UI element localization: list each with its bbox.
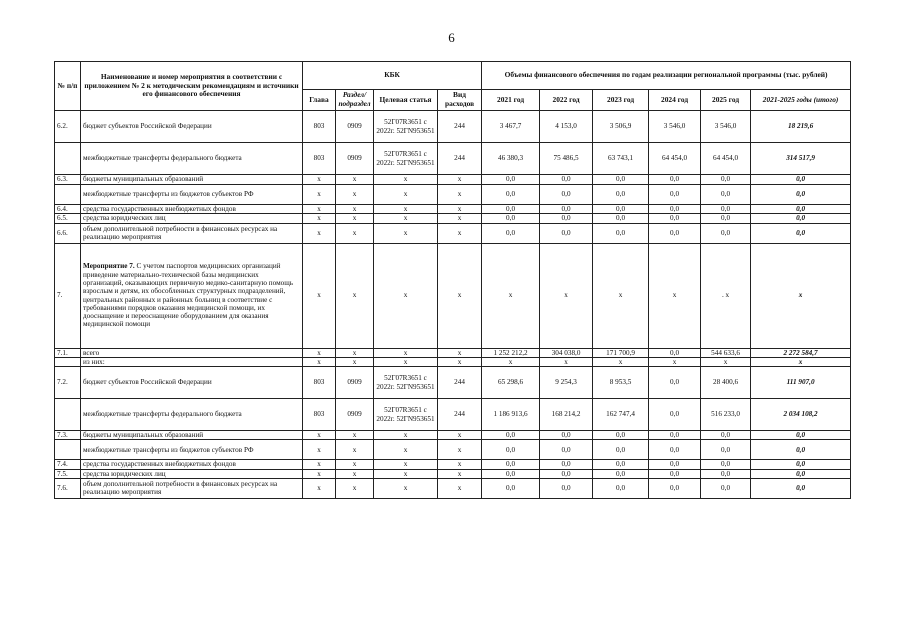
row-statya: x: [374, 185, 438, 205]
row-name: межбюджетные трансферты из бюджетов субъектов РФ: [81, 185, 303, 205]
row-y2022: 304 038,0: [540, 348, 593, 357]
row-name: [81, 243, 303, 348]
row-y2024: 0,0: [649, 205, 701, 214]
row-glava: 803: [303, 111, 336, 143]
row-num: 7.3.: [55, 431, 81, 440]
row-num: [55, 399, 81, 431]
row-statya: 52Г07R3651 с 2022г. 52ГN953651: [374, 143, 438, 175]
table-row: [55, 357, 851, 366]
row-total: 18 219,6: [751, 111, 851, 143]
row-razdel: x: [336, 205, 374, 214]
row-y2024: 0,0: [649, 214, 701, 223]
row-total: x: [751, 243, 851, 348]
row-y2024: 0,0: [649, 431, 701, 440]
row-vid: 244: [438, 111, 482, 143]
row-total: 0,0: [751, 478, 851, 498]
table-body: [55, 111, 851, 499]
row-glava: x: [303, 469, 336, 478]
row-razdel: x: [336, 243, 374, 348]
row-y2023: 63 743,1: [593, 143, 649, 175]
row-y2025: 0,0: [701, 469, 751, 478]
header-volumes: Объемы финансового обеспечения по годам реализации региональной программы (тыс. рублей): [482, 62, 851, 90]
row-y2022: 168 214,2: [540, 399, 593, 431]
row-y2023: 0,0: [593, 214, 649, 223]
row-total: 0,0: [751, 223, 851, 243]
row-statya: x: [374, 460, 438, 469]
row-y2024: 0,0: [649, 367, 701, 399]
row-y2025: 0,0: [701, 440, 751, 460]
row-statya: x: [374, 243, 438, 348]
row-y2024: 64 454,0: [649, 143, 701, 175]
row-num: 7.4.: [55, 460, 81, 469]
row-statya: 52Г07R3651 с 2022г. 52ГN953651: [374, 111, 438, 143]
row-y2025: . x: [701, 243, 751, 348]
row-statya: x: [374, 357, 438, 366]
row-y2022: x: [540, 243, 593, 348]
row-y2021: 0,0: [482, 185, 540, 205]
row-y2021: 1 252 212,2: [482, 348, 540, 357]
row-y2021: 46 380,3: [482, 143, 540, 175]
row-name: средства юридических лиц: [81, 469, 303, 478]
row-y2024: 0,0: [649, 175, 701, 185]
row-total: 0,0: [751, 175, 851, 185]
row-vid: x: [438, 205, 482, 214]
row-y2021: 0,0: [482, 223, 540, 243]
row-name: межбюджетные трансферты федерального бюджета: [81, 399, 303, 431]
row-y2025: 0,0: [701, 214, 751, 223]
row-razdel: 0909: [336, 399, 374, 431]
row-num: 6.4.: [55, 205, 81, 214]
measure-title: Мероприятие 7.: [83, 262, 135, 271]
row-y2022: 0,0: [540, 469, 593, 478]
row-statya: x: [374, 205, 438, 214]
row-vid: 244: [438, 143, 482, 175]
row-y2024: x: [649, 357, 701, 366]
row-y2021: 1 186 913,6: [482, 399, 540, 431]
row-statya: x: [374, 440, 438, 460]
row-total: 2 272 584,7: [751, 348, 851, 357]
table-row: [55, 223, 851, 243]
row-y2022: 4 153,0: [540, 111, 593, 143]
table-row: [55, 478, 851, 498]
row-glava: x: [303, 185, 336, 205]
row-y2023: 0,0: [593, 175, 649, 185]
row-statya: x: [374, 469, 438, 478]
table-row: [55, 111, 851, 143]
row-y2024: 0,0: [649, 440, 701, 460]
row-statya: x: [374, 348, 438, 357]
row-statya: x: [374, 223, 438, 243]
row-y2025: 0,0: [701, 175, 751, 185]
row-total: 0,0: [751, 205, 851, 214]
row-y2022: 0,0: [540, 431, 593, 440]
row-num: 7.1.: [55, 348, 81, 357]
row-name: объем дополнительной потребности в финансовых ресурсах на реализацию мероприятия: [81, 223, 303, 243]
row-razdel: 0909: [336, 143, 374, 175]
row-vid: 244: [438, 367, 482, 399]
header-total: 2021-2025 годы (итого): [751, 90, 851, 111]
row-vid: x: [438, 460, 482, 469]
row-y2023: x: [593, 357, 649, 366]
row-y2023: 0,0: [593, 440, 649, 460]
row-name: средства государственных внебюджетных фондов: [81, 205, 303, 214]
row-y2024: 0,0: [649, 460, 701, 469]
row-y2023: 0,0: [593, 460, 649, 469]
row-num: [55, 185, 81, 205]
row-total: 0,0: [751, 431, 851, 440]
row-total: 0,0: [751, 214, 851, 223]
row-glava: 803: [303, 143, 336, 175]
row-y2024: 0,0: [649, 185, 701, 205]
row-glava: 803: [303, 399, 336, 431]
row-total: 314 517,9: [751, 143, 851, 175]
header-y2024: 2024 год: [649, 90, 701, 111]
row-y2025: 28 400,6: [701, 367, 751, 399]
header-razdel: Раздел/ подраздел: [336, 90, 374, 111]
row-vid: x: [438, 348, 482, 357]
row-y2025: x: [701, 357, 751, 366]
row-razdel: x: [336, 357, 374, 366]
row-razdel: 0909: [336, 111, 374, 143]
row-y2023: 0,0: [593, 478, 649, 498]
row-razdel: x: [336, 469, 374, 478]
row-vid: x: [438, 243, 482, 348]
row-name: межбюджетные трансферты федерального бюджета: [81, 143, 303, 175]
row-y2023: 0,0: [593, 469, 649, 478]
row-razdel: x: [336, 223, 374, 243]
table-row: [55, 460, 851, 469]
row-y2022: 0,0: [540, 478, 593, 498]
row-y2023: x: [593, 243, 649, 348]
header-kbk: КБК: [303, 62, 482, 90]
row-y2021: 0,0: [482, 431, 540, 440]
row-razdel: x: [336, 431, 374, 440]
row-vid: x: [438, 357, 482, 366]
row-y2025: 64 454,0: [701, 143, 751, 175]
row-vid: x: [438, 214, 482, 223]
row-glava: x: [303, 214, 336, 223]
row-num: [55, 357, 81, 366]
row-razdel: x: [336, 214, 374, 223]
row-glava: x: [303, 478, 336, 498]
row-razdel: x: [336, 348, 374, 357]
row-y2023: 3 506,9: [593, 111, 649, 143]
header-y2023: 2023 год: [593, 90, 649, 111]
row-num: 7.2.: [55, 367, 81, 399]
row-name: бюджеты муниципальных образований: [81, 175, 303, 185]
row-y2023: 0,0: [593, 205, 649, 214]
row-glava: x: [303, 348, 336, 357]
row-y2022: 9 254,3: [540, 367, 593, 399]
row-y2021: 0,0: [482, 214, 540, 223]
row-vid: x: [438, 223, 482, 243]
row-y2023: 0,0: [593, 223, 649, 243]
table-row: [55, 469, 851, 478]
row-num: 7.6.: [55, 478, 81, 498]
row-y2024: 0,0: [649, 223, 701, 243]
row-name: средства государственных внебюджетных фондов: [81, 460, 303, 469]
table-header: [55, 62, 851, 111]
measure-description: С учетом паспортов медицинских организаций приведение материально-технической базы медицинских организаций, оказывающих первичную медико-санитарную помощь взрослым и детям, их обособленных структурных подразделений, центральных районных и районных больниц в соответствие с требованиями порядков оказания медицинской помощи, их дооснащение и переоснащение оборудованием для оказания медицинской помощи: [83, 262, 294, 329]
row-y2022: 0,0: [540, 214, 593, 223]
header-statya: Целевая статья: [374, 90, 438, 111]
row-y2024: x: [649, 243, 701, 348]
row-total: 2 034 108,2: [751, 399, 851, 431]
header-glava: Глава: [303, 90, 336, 111]
row-total: 0,0: [751, 185, 851, 205]
row-razdel: x: [336, 185, 374, 205]
row-y2023: 171 700,9: [593, 348, 649, 357]
row-y2025: 516 233,0: [701, 399, 751, 431]
table-row: [55, 243, 851, 348]
row-name: бюджет субъектов Российской Федерации: [81, 111, 303, 143]
row-total: 0,0: [751, 469, 851, 478]
row-y2023: 8 953,5: [593, 367, 649, 399]
header-vid: Вид расходов: [438, 90, 482, 111]
table-row: [55, 175, 851, 185]
financing-table: [54, 61, 851, 499]
row-num: 7.: [55, 243, 81, 348]
table-row: [55, 367, 851, 399]
header-y2022: 2022 год: [540, 90, 593, 111]
row-y2024: 0,0: [649, 348, 701, 357]
row-y2022: 0,0: [540, 175, 593, 185]
row-y2023: 0,0: [593, 185, 649, 205]
table-row: [55, 205, 851, 214]
row-y2023: 0,0: [593, 431, 649, 440]
row-vid: 244: [438, 399, 482, 431]
row-y2022: 0,0: [540, 440, 593, 460]
row-vid: x: [438, 469, 482, 478]
row-statya: x: [374, 214, 438, 223]
row-glava: x: [303, 175, 336, 185]
table-row: [55, 399, 851, 431]
row-vid: x: [438, 185, 482, 205]
row-y2024: 0,0: [649, 469, 701, 478]
table-row: [55, 348, 851, 357]
row-y2021: 0,0: [482, 440, 540, 460]
row-y2025: 0,0: [701, 205, 751, 214]
row-y2024: 3 546,0: [649, 111, 701, 143]
row-vid: x: [438, 478, 482, 498]
row-glava: x: [303, 205, 336, 214]
row-y2022: 0,0: [540, 185, 593, 205]
row-y2021: 0,0: [482, 175, 540, 185]
row-y2022: x: [540, 357, 593, 366]
row-razdel: x: [336, 460, 374, 469]
row-statya: x: [374, 175, 438, 185]
header-name: Наименование и номер мероприятия в соответствии с приложением № 2 к методическим рекомендациям и источники его финансового обеспечения: [81, 62, 303, 111]
table-row: [55, 214, 851, 223]
row-y2021: 65 298,6: [482, 367, 540, 399]
table-row: [55, 431, 851, 440]
row-total: 0,0: [751, 460, 851, 469]
row-total: 111 907,0: [751, 367, 851, 399]
row-y2025: 0,0: [701, 431, 751, 440]
row-glava: x: [303, 223, 336, 243]
row-num: 6.6.: [55, 223, 81, 243]
row-y2021: x: [482, 357, 540, 366]
row-y2024: 0,0: [649, 399, 701, 431]
row-name: бюджеты муниципальных образований: [81, 431, 303, 440]
row-name: из них:: [81, 357, 303, 366]
row-y2022: 0,0: [540, 460, 593, 469]
row-y2023: 162 747,4: [593, 399, 649, 431]
table-row: [55, 440, 851, 460]
page-number: 6: [448, 30, 455, 45]
row-y2021: 0,0: [482, 469, 540, 478]
row-vid: x: [438, 175, 482, 185]
row-num: [55, 440, 81, 460]
row-y2025: 3 546,0: [701, 111, 751, 143]
row-statya: x: [374, 478, 438, 498]
row-y2022: 0,0: [540, 205, 593, 214]
row-y2025: 0,0: [701, 460, 751, 469]
row-glava: x: [303, 440, 336, 460]
row-glava: x: [303, 431, 336, 440]
row-y2021: 0,0: [482, 205, 540, 214]
row-glava: x: [303, 243, 336, 348]
row-y2025: 0,0: [701, 478, 751, 498]
row-y2021: 3 467,7: [482, 111, 540, 143]
row-glava: x: [303, 460, 336, 469]
row-name: объем дополнительной потребности в финансовых ресурсах на реализацию мероприятия: [81, 478, 303, 498]
row-glava: 803: [303, 367, 336, 399]
row-num: 7.5.: [55, 469, 81, 478]
row-statya: 52Г07R3651 с 2022г. 52ГN953651: [374, 367, 438, 399]
row-statya: 52Г07R3651 с 2022г. 52ГN953651: [374, 399, 438, 431]
row-total: 0,0: [751, 440, 851, 460]
row-y2022: 75 486,5: [540, 143, 593, 175]
row-num: 6.3.: [55, 175, 81, 185]
row-razdel: x: [336, 175, 374, 185]
row-glava: x: [303, 357, 336, 366]
row-razdel: x: [336, 440, 374, 460]
row-y2021: x: [482, 243, 540, 348]
row-y2025: 0,0: [701, 223, 751, 243]
header-y2025: 2025 год: [701, 90, 751, 111]
row-name: межбюджетные трансферты из бюджетов субъектов РФ: [81, 440, 303, 460]
row-vid: x: [438, 431, 482, 440]
row-total: x: [751, 357, 851, 366]
row-statya: x: [374, 431, 438, 440]
row-y2025: 0,0: [701, 185, 751, 205]
row-name: средства юридических лиц: [81, 214, 303, 223]
header-num: № п/п: [55, 62, 81, 111]
row-y2024: 0,0: [649, 478, 701, 498]
row-y2025: 544 633,6: [701, 348, 751, 357]
table-row: [55, 185, 851, 205]
row-num: [55, 143, 81, 175]
row-razdel: x: [336, 478, 374, 498]
row-vid: x: [438, 440, 482, 460]
row-name: бюджет субъектов Российской Федерации: [81, 367, 303, 399]
row-y2021: 0,0: [482, 478, 540, 498]
row-razdel: 0909: [336, 367, 374, 399]
row-y2022: 0,0: [540, 223, 593, 243]
row-name: всего: [81, 348, 303, 357]
header-y2021: 2021 год: [482, 90, 540, 111]
table-row: [55, 143, 851, 175]
row-num: 6.2.: [55, 111, 81, 143]
row-y2021: 0,0: [482, 460, 540, 469]
row-num: 6.5.: [55, 214, 81, 223]
